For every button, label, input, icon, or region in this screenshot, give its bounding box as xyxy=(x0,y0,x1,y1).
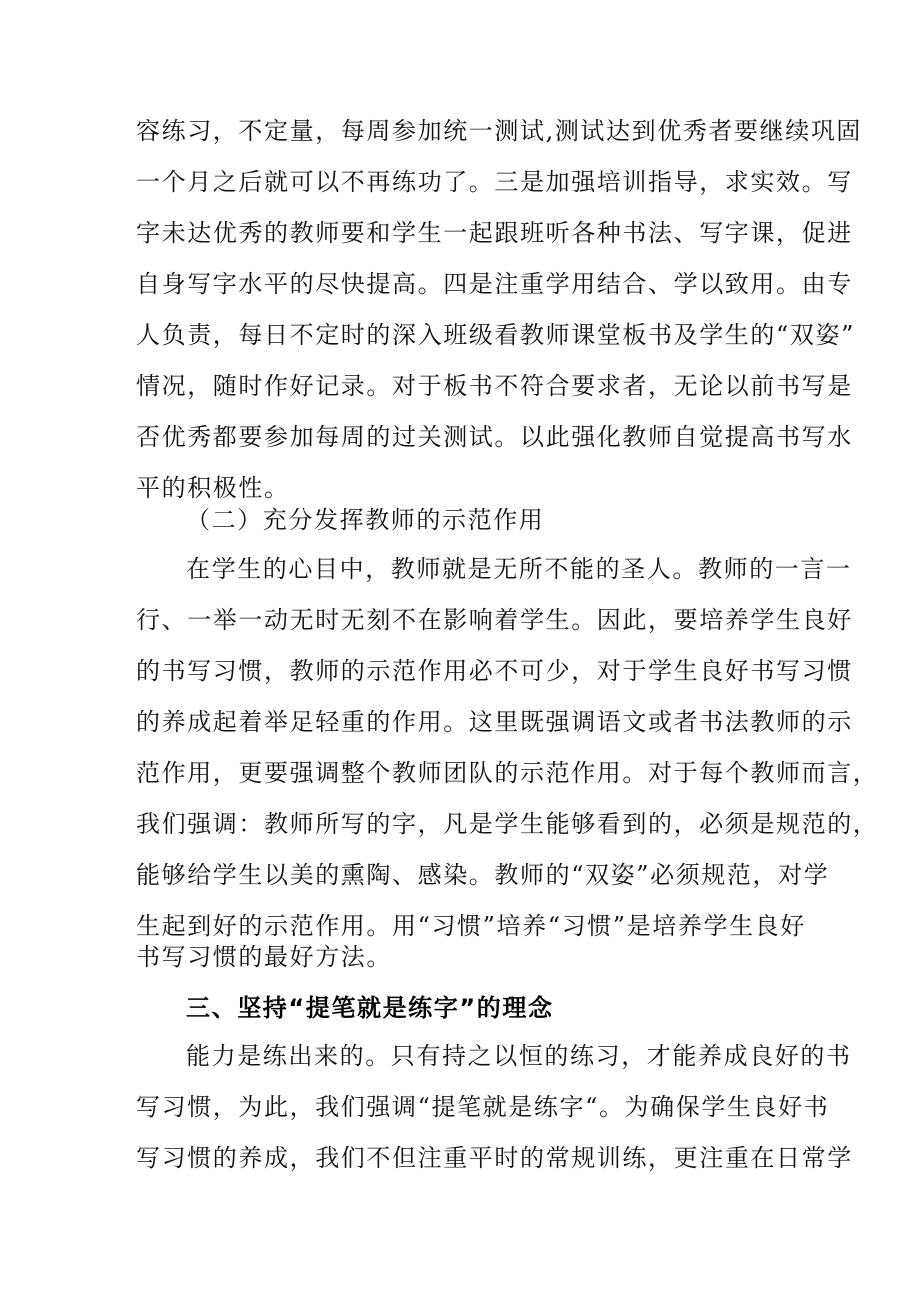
paragraph-2-line: 范作用，更要强调整个教师团队的示范作用。对于每个教师而言， xyxy=(136,759,879,787)
paragraph-1-line: 自身写字水平的尽快提高。四是注重学用结合、学以致用。由专 xyxy=(136,270,853,298)
paragraph-1-line: 否优秀都要参加每周的过关测试。以此强化教师自觉提高书写水 xyxy=(136,423,853,451)
paragraph-1-line: 情况，随时作好记录。对于板书不符合要求者，无论以前书写是 xyxy=(136,372,853,400)
paragraph-3-line: 写习惯，为此，我们强调“提笔就是练字“。为确保学生良好书 xyxy=(136,1093,830,1121)
paragraph-1-line: 一个月之后就可以不再练功了。三是加强培训指导，求实效。写 xyxy=(136,168,853,196)
paragraph-2-line: 的书写习惯，教师的示范作用必不可少，对于学生良好书写习惯 xyxy=(136,657,853,685)
paragraph-2-line: 我们强调：教师所写的字，凡是学生能够看到的，必须是规范的， xyxy=(136,810,879,838)
paragraph-3-line: 能力是练出来的。只有持之以恒的练习，才能养成良好的书 xyxy=(186,1042,852,1070)
section-heading: 三、坚持“提笔就是练字”的理念 xyxy=(186,994,554,1022)
paragraph-2-line: 能够给学生以美的熏陶、感染。教师的“双姿”必须规范，对学 xyxy=(136,861,830,889)
paragraph-2-line: 行、一举一动无时无刻不在影响着学生。因此，要培养学生良好 xyxy=(136,606,853,634)
paragraph-1-line: 平的积极性。 xyxy=(136,474,290,502)
paragraph-2-line: 的养成起着举足轻重的作用。这里既强调语文或者书法教师的示 xyxy=(136,708,853,736)
paragraph-1-line: 人负责，每日不定时的深入班级看教师课堂板书及学生的“双姿” xyxy=(136,321,855,349)
subheading: （二）充分发挥教师的示范作用 xyxy=(186,506,545,534)
paragraph-3-line: 写习惯的养成，我们不但注重平时的常规训练，更注重在日常学 xyxy=(136,1144,853,1172)
paragraph-2-line: 书写习惯的最好方法。 xyxy=(136,943,392,971)
paragraph-1-line: 字未达优秀的教师要和学生一起跟班听各种书法、写字课，促进 xyxy=(136,219,853,247)
paragraph-1-line: 容练习，不定量，每周参加统一测试,测试达到优秀者要继续巩固 xyxy=(136,117,863,145)
paragraph-2-line: 生起到好的示范作用。用“习惯”培养“习惯”是培养学生良好 xyxy=(136,912,806,940)
paragraph-2-line: 在学生的心目中，教师就是无所不能的圣人。教师的一言一 xyxy=(186,555,852,583)
